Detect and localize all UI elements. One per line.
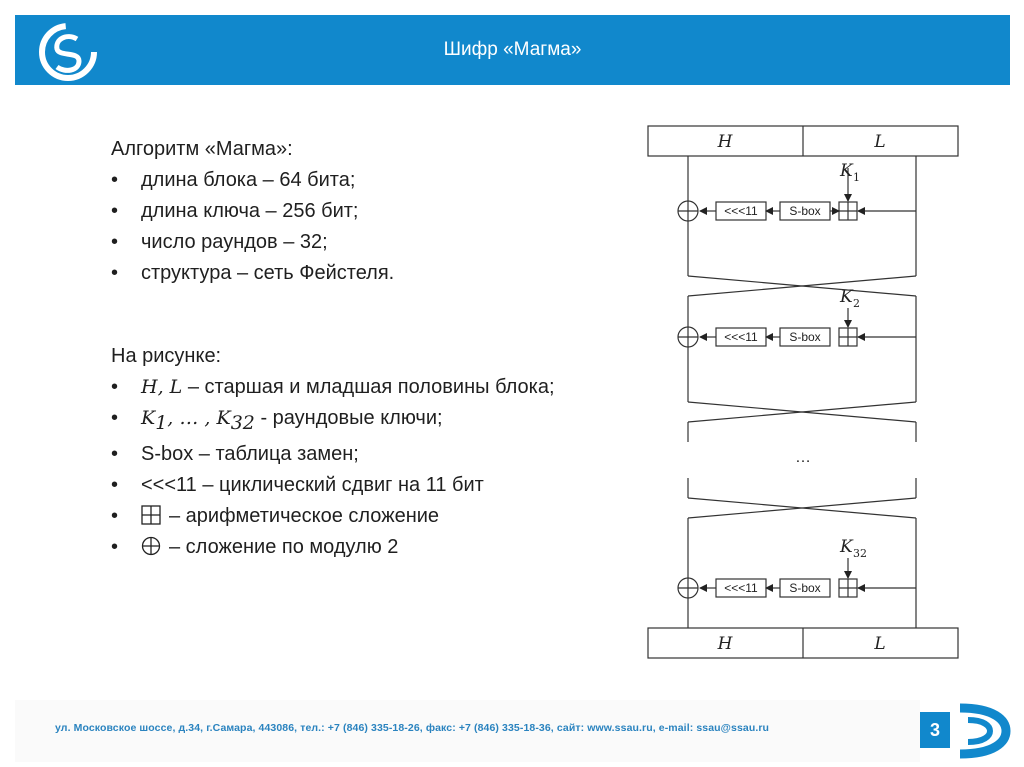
math-sep: , [157, 376, 170, 398]
bottom-h-label: H [717, 634, 733, 654]
math-l: L [169, 376, 183, 398]
bottom-l-label: L [874, 634, 886, 654]
math-k: K [141, 407, 156, 429]
math-sub: 1 [155, 412, 168, 434]
list-item: • <<<11 – циклический сдвиг на 11 бит [111, 470, 581, 501]
text-content [111, 134, 581, 563]
shift-label: <<<11 [724, 204, 758, 218]
footer-logo-icon [954, 700, 1014, 762]
modular-add-icon [141, 505, 161, 525]
sbox-label: S-box [789, 581, 821, 595]
xor-icon [141, 536, 161, 556]
list-item: • длина ключа – 256 бит; [111, 196, 581, 227]
key-subscript: 1 [853, 171, 860, 184]
math-dots: , … , [167, 407, 217, 429]
algorithm-heading: Алгоритм «Магма»: [111, 138, 293, 160]
list-item-add [111, 501, 581, 532]
math-sub: 32 [230, 412, 255, 434]
shift-label: <<<11 [724, 330, 758, 344]
legend-heading: На рисунке: [111, 345, 222, 367]
top-h-label: H [717, 132, 733, 152]
key-subscript: 32 [853, 547, 867, 560]
footer-address: ул. Московское шоссе, д.34, г.Самара, 443086, тел.: +7 (846) 335-18-26, факс: +7 (846) 335-18-36, сайт: www.ssau.ru, e-mail: ssau@ssau.ru [55, 722, 770, 734]
shift-label: <<<11 [724, 581, 758, 595]
keys-text: - раундовые ключи; [254, 407, 443, 429]
math-k: K [216, 407, 231, 429]
list-item: • структура – сеть Фейстеля. [111, 258, 581, 289]
list-item: • число раундов – 32; [111, 227, 581, 258]
list-item: • S-box – таблица замен; [111, 439, 581, 470]
math-h: H [141, 376, 158, 398]
feistel-diagram [640, 120, 966, 665]
top-l-label: L [874, 132, 886, 152]
sbox-label: S-box [789, 330, 821, 344]
halves-text: – старшая и младшая половины блока; [182, 376, 555, 398]
legend-list [111, 372, 581, 563]
sbox-label: S-box [789, 204, 821, 218]
key-label: K [840, 287, 853, 307]
rounds-ellipsis: … [795, 449, 811, 466]
algorithm-properties-list [111, 165, 581, 289]
xor-text: – сложение по модулю 2 [169, 536, 399, 558]
add-text: – арифметическое сложение [169, 505, 440, 527]
key-label: K [840, 537, 853, 557]
list-item: • длина блока – 64 бита; [111, 165, 581, 196]
list-item-halves [111, 372, 581, 403]
footer-bar [15, 700, 920, 762]
page-number: 3 [920, 712, 950, 748]
key-label: K [840, 161, 853, 181]
list-item-keys [111, 403, 581, 439]
key-subscript: 2 [853, 297, 860, 310]
header-bar [15, 15, 1010, 85]
list-item-xor [111, 532, 581, 563]
page-title: Шифр «Магма» [443, 39, 582, 60]
